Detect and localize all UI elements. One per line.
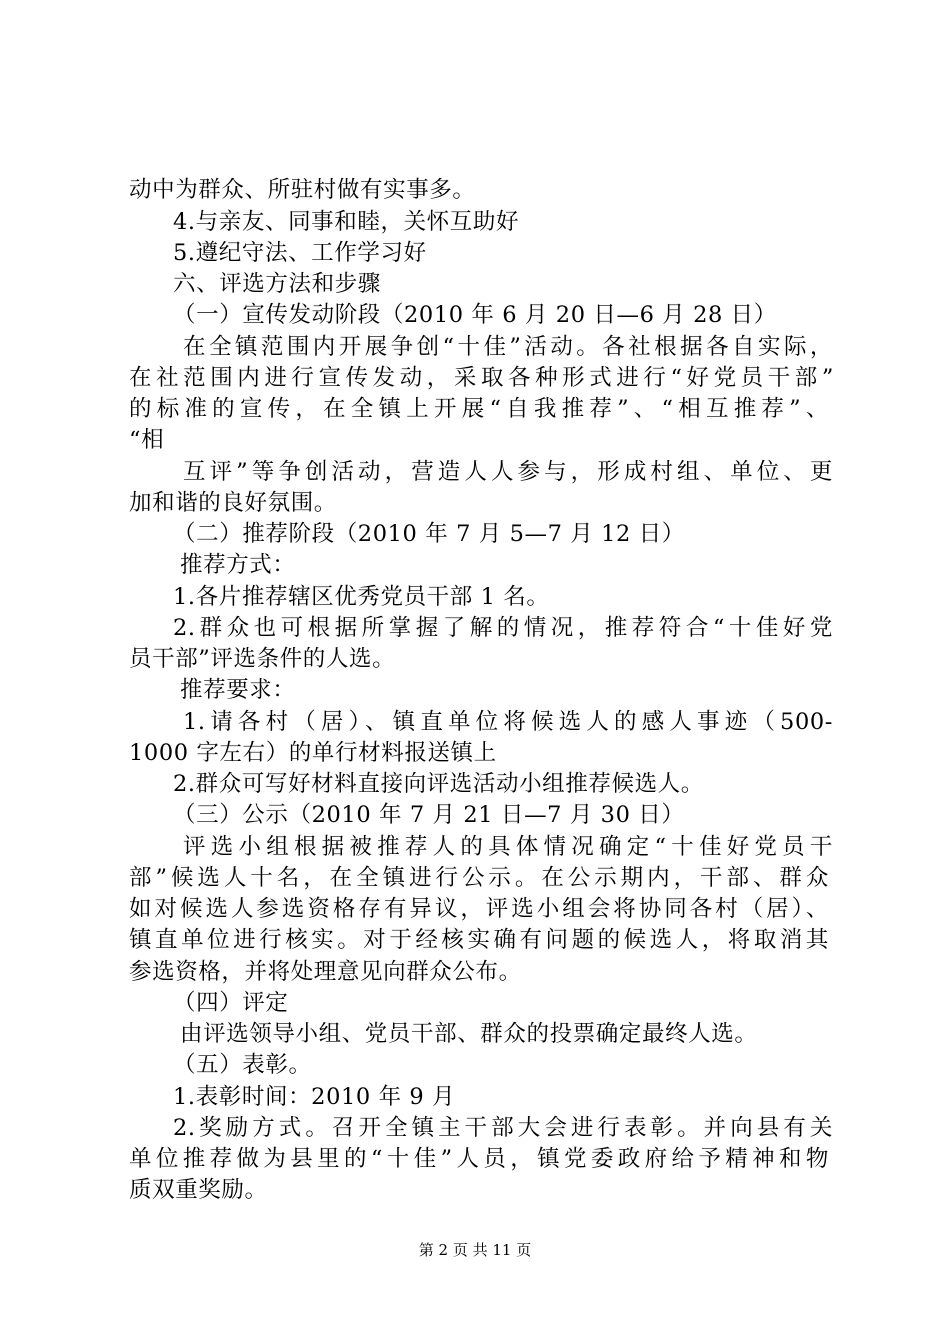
- list-item: 2.奖励方式。召开全镇主干部大会进行表彰。并向县有关: [173, 1115, 833, 1141]
- body-line: 动中为群众、所驻村做有实事多。: [129, 177, 476, 203]
- section-heading: 六、评选方法和步骤: [173, 271, 381, 297]
- list-item: 5.遵纪守法、工作学习好: [173, 240, 427, 266]
- body-line: 在社范围内进行宣传发动，采取各种形式进行“好党员干部”: [129, 365, 834, 391]
- body-line: 由评选领导小组、党员干部、群众的投票确定最终人选。: [180, 1021, 758, 1047]
- body-line: 加和谐的良好氛围。: [129, 490, 337, 516]
- body-line: 推荐方式：: [180, 552, 296, 578]
- body-line: 在全镇范围内开展争创“十佳”活动。各社根据各自实际，: [183, 334, 833, 360]
- body-line: “相: [129, 427, 165, 453]
- list-item: 4.与亲友、同事和睦，关怀互助好: [173, 209, 520, 235]
- list-item: 2.群众可写好材料直接向评选活动小组推荐候选人。: [173, 771, 704, 797]
- subsection-heading: （一）宣传发动阶段（2010 年 6 月 20 日—6 月 28 日）: [173, 302, 777, 328]
- body-line: 镇直单位进行核实。对于经核实确有问题的候选人，将取消其: [129, 927, 829, 953]
- subsection-heading: （三）公示（2010 年 7 月 21 日—7 月 30 日）: [173, 802, 685, 828]
- body-line: 质双重奖励。: [129, 1177, 268, 1203]
- page-footer: 第 2 页 共 11 页: [418, 1241, 532, 1259]
- list-item: 1.各片推荐辖区优秀党员干部 1 名。: [173, 584, 550, 610]
- list-item: 1.表彰时间：2010 年 9 月: [173, 1084, 456, 1110]
- body-line: 推荐要求：: [180, 677, 296, 703]
- subsection-heading: （二）推荐阶段（2010 年 7 月 5—7 月 12 日）: [173, 521, 685, 547]
- body-line: 参选资格，并将处理意见向群众公布。: [129, 959, 522, 985]
- body-line: 评选小组根据被推荐人的具体情况确定“十佳好党员干: [183, 834, 833, 860]
- body-line: 1000 字左右）的单行材料报送镇上: [129, 740, 497, 766]
- body-line: 如对候选人参选资格存有异议，评选小组会将协同各村（居）、: [129, 896, 829, 922]
- subsection-heading: （四）评定: [173, 990, 289, 1016]
- body-line: 互评”等争创活动，营造人人参与，形成村组、单位、更: [183, 459, 833, 485]
- body-line: 部”候选人十名，在全镇进行公示。在公示期内，干部、群众: [129, 865, 829, 891]
- subsection-heading: （五）表彰。: [173, 1052, 312, 1078]
- body-line: 员干部”评选条件的人选。: [129, 646, 396, 672]
- list-item: 2.群众也可根据所掌握了解的情况，推荐符合“十佳好党: [173, 615, 833, 641]
- body-line: 的标准的宣传，在全镇上开展“自我推荐”、“相互推荐”、: [129, 396, 829, 422]
- list-item: 1.请各村（居）、镇直单位将候选人的感人事迹（500-: [183, 709, 833, 735]
- body-line: 单位推荐做为县里的“十佳”人员，镇党委政府给予精神和物: [129, 1146, 829, 1172]
